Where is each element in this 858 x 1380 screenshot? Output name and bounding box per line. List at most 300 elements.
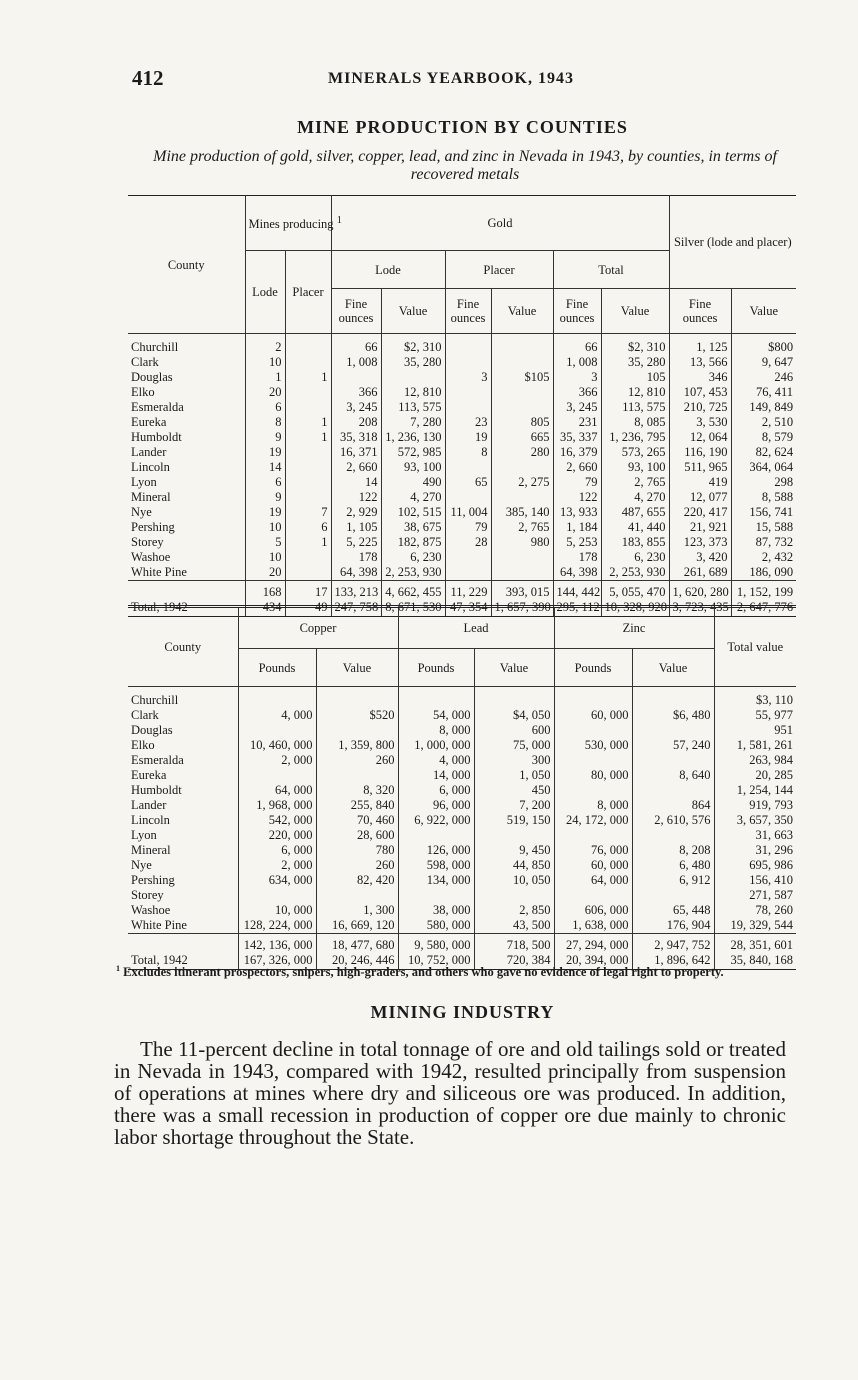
total-value-cell: 20, 394, 000 [554, 953, 632, 969]
total-value-cell: 1, 896, 642 [632, 953, 714, 969]
value-cell: 1, 125 [669, 334, 731, 356]
value-cell: 530, 000 [554, 738, 632, 753]
value-cell [381, 370, 445, 385]
fine-ounces-header: Fine ounces [445, 289, 491, 334]
total-value-cell: 18, 477, 680 [316, 934, 398, 954]
value-cell: 14 [245, 460, 285, 475]
pounds-header: Pounds [398, 649, 474, 687]
value-cell [491, 334, 553, 356]
county-name-cell: Clark [128, 355, 245, 370]
value-cell: 14 [331, 475, 381, 490]
table-row [128, 723, 796, 738]
value-cell: 11, 004 [445, 505, 491, 520]
value-cell: 19 [245, 445, 285, 460]
value-cell: 12, 077 [669, 490, 731, 505]
total-value-cell: 144, 442 [553, 581, 601, 601]
value-cell: 44, 850 [474, 858, 554, 873]
value-cell: 82, 420 [316, 873, 398, 888]
value-cell: 450 [474, 783, 554, 798]
value-cell: 107, 453 [669, 385, 731, 400]
value-cell: 20 [245, 385, 285, 400]
value-cell: 246 [774, 370, 794, 384]
value-cell: 511, 965 [669, 460, 731, 475]
table-row [128, 460, 796, 475]
gold-header: Gold [331, 196, 669, 251]
value-cell: 2, 253, 930 [601, 565, 669, 581]
value-cell: 366 [331, 385, 381, 400]
value-cell [285, 385, 331, 400]
value-cell: $2, 310 [601, 334, 669, 356]
value-cell: 28 [445, 535, 491, 550]
value-cell: 2, 765 [601, 475, 669, 490]
value-cell: 16, 669, 120 [316, 918, 398, 934]
value-cell: $4, 050 [474, 708, 554, 723]
table-row [128, 798, 796, 813]
value-cell [474, 888, 554, 903]
value-cell: 82, 624 [755, 445, 794, 459]
value-cell: 79 [553, 475, 601, 490]
footnote [116, 962, 786, 979]
value-cell: 8, 588 [761, 490, 794, 504]
total-value-cell: 1, 620, 280 [669, 581, 731, 601]
table-row [128, 370, 796, 385]
value-cell [474, 687, 554, 709]
value-cell [285, 565, 331, 581]
county-name-cell: Lander [128, 445, 245, 460]
value-cell: 1, 184 [553, 520, 601, 535]
value-cell: 600 [474, 723, 554, 738]
total-value-cell: 10, 752, 000 [398, 953, 474, 969]
value-cell: 6 [285, 520, 331, 535]
value-cell: 3 [553, 370, 601, 385]
value-cell: 3, 245 [553, 400, 601, 415]
value-cell: $105 [491, 370, 553, 385]
value-cell: 10 [245, 520, 285, 535]
value-cell: 7, 200 [474, 798, 554, 813]
value-cell: 2 [245, 334, 285, 356]
table-row [128, 385, 796, 400]
value-cell: 20 [245, 565, 285, 581]
pounds-header: Pounds [238, 649, 316, 687]
table-row [128, 334, 796, 356]
value-cell [285, 490, 331, 505]
county-name-cell: Esmeralda [128, 400, 245, 415]
total-value-header: Total value [727, 640, 784, 654]
value-cell: 43, 500 [474, 918, 554, 934]
county-header: County [128, 196, 245, 334]
value-cell: 75, 000 [474, 738, 554, 753]
value-cell: 12, 810 [381, 385, 445, 400]
value-cell: 28, 600 [316, 828, 398, 843]
value-cell: 156, 741 [749, 505, 794, 519]
value-cell: 93, 100 [381, 460, 445, 475]
value-cell: 70, 460 [316, 813, 398, 828]
value-cell [285, 550, 331, 565]
table-row [128, 768, 796, 783]
fine-ounces-header: Fine ounces [669, 289, 731, 334]
lead-header: Lead [398, 607, 554, 649]
value-cell [316, 888, 398, 903]
value-cell: 6, 230 [601, 550, 669, 565]
value-cell [632, 783, 714, 798]
value-cell: 66 [553, 334, 601, 356]
value-cell: 1, 008 [553, 355, 601, 370]
total-value-cell: 49 [285, 600, 331, 616]
value-cell: 15, 588 [755, 520, 794, 534]
value-cell: 183, 855 [601, 535, 669, 550]
value-cell: 76, 411 [756, 385, 794, 399]
value-cell: 573, 265 [601, 445, 669, 460]
value-cell: 1, 359, 800 [316, 738, 398, 753]
value-cell: 20, 285 [755, 768, 794, 782]
county-name-cell: Eureka [128, 415, 245, 430]
total-label-cell: Total, 1942 [128, 600, 245, 616]
total-value-cell: 3, 723, 435 [669, 600, 731, 616]
value-cell: 255, 840 [316, 798, 398, 813]
value-cell: 55, 977 [755, 708, 794, 722]
value-cell: 2, 000 [238, 753, 316, 768]
value-header: Value [749, 304, 779, 318]
value-header: Value [632, 649, 714, 687]
total-value-cell: 133, 213 [331, 581, 381, 601]
value-cell: 64, 398 [331, 565, 381, 581]
value-cell: 1 [285, 430, 331, 445]
total-value-cell: 434 [245, 600, 285, 616]
total-value-cell: 142, 136, 000 [238, 934, 316, 954]
table-row [128, 565, 796, 581]
value-cell: 186, 090 [749, 565, 794, 579]
value-cell: 572, 985 [381, 445, 445, 460]
value-cell: 113, 575 [601, 400, 669, 415]
footnote-text: Excludes itinerant prospectors, snipers, high-graders, and others who gave no evidence of legal right to property. [123, 965, 724, 980]
value-cell [285, 355, 331, 370]
value-cell: 1, 105 [331, 520, 381, 535]
value-cell: 38, 000 [398, 903, 474, 918]
value-cell: 366 [553, 385, 601, 400]
value-cell [554, 888, 632, 903]
table-row [128, 687, 796, 709]
value-cell [316, 687, 398, 709]
value-cell: 31, 296 [755, 843, 794, 857]
value-cell: 6 [245, 475, 285, 490]
value-cell: 123, 373 [669, 535, 731, 550]
value-cell [554, 828, 632, 843]
gold-silver-table [128, 195, 796, 617]
table-row [128, 490, 796, 505]
value-cell [316, 768, 398, 783]
value-cell: 14, 000 [398, 768, 474, 783]
value-cell: 105 [601, 370, 669, 385]
value-cell [554, 687, 632, 709]
value-cell: 980 [491, 535, 553, 550]
county-name-cell: Washoe [128, 550, 245, 565]
value-cell: 2, 850 [474, 903, 554, 918]
value-cell: 87, 732 [755, 535, 794, 549]
running-title: MINERALS YEARBOOK, 1943 [328, 70, 574, 87]
value-cell [285, 400, 331, 415]
total-value-cell: 11, 229 [445, 581, 491, 601]
section-heading-mining-industry: MINING INDUSTRY [370, 1002, 555, 1022]
value-cell: 1, 581, 261 [736, 738, 794, 752]
county-name-cell: Nye [128, 858, 238, 873]
table-row [128, 783, 796, 798]
table-row [128, 738, 796, 753]
value-cell: 6, 000 [238, 843, 316, 858]
county-name-cell: Storey [128, 888, 238, 903]
value-cell: 64, 000 [238, 783, 316, 798]
table-row [128, 550, 796, 565]
value-cell [331, 370, 381, 385]
pounds-header: Pounds [554, 649, 632, 687]
value-cell: 178 [331, 550, 381, 565]
value-cell [491, 565, 553, 581]
fine-ounces-header: Fine ounces [553, 289, 601, 334]
value-cell: 6, 912 [632, 873, 714, 888]
value-cell: 35, 280 [601, 355, 669, 370]
value-cell [445, 460, 491, 475]
value-cell: 7 [285, 505, 331, 520]
value-cell [398, 687, 474, 709]
value-cell: 31, 663 [755, 828, 794, 842]
value-cell: 134, 000 [398, 873, 474, 888]
mines-lode-header: Lode [245, 251, 285, 334]
value-cell: 64, 000 [554, 873, 632, 888]
value-cell: 6, 000 [398, 783, 474, 798]
county-name-cell: Storey [128, 535, 245, 550]
county-name-cell: Douglas [128, 370, 245, 385]
table-row [128, 873, 796, 888]
value-cell: 8, 000 [398, 723, 474, 738]
value-cell: 665 [491, 430, 553, 445]
table-row [128, 918, 796, 934]
value-cell: 263, 984 [749, 753, 794, 767]
value-cell: 6, 922, 000 [398, 813, 474, 828]
total-value-cell: 168 [245, 581, 285, 601]
value-cell [445, 490, 491, 505]
value-cell: 116, 190 [669, 445, 731, 460]
county-name-cell: Eureka [128, 768, 238, 783]
value-cell [445, 565, 491, 581]
county-name-cell: Lyon [128, 475, 245, 490]
value-cell: 24, 172, 000 [554, 813, 632, 828]
county-name-cell: Elko [128, 738, 238, 753]
value-cell: 8, 000 [554, 798, 632, 813]
value-cell: 128, 224, 000 [238, 918, 316, 934]
value-cell [285, 445, 331, 460]
value-cell: 13, 933 [553, 505, 601, 520]
value-cell [632, 888, 714, 903]
county-name-cell: Pershing [128, 520, 245, 535]
value-cell: 1, 236, 130 [381, 430, 445, 445]
county-header: County [128, 607, 238, 687]
value-cell: 364, 064 [749, 460, 794, 474]
value-cell [491, 355, 553, 370]
value-cell: 156, 410 [749, 873, 794, 887]
table-row [128, 813, 796, 828]
value-cell: 65, 448 [632, 903, 714, 918]
value-cell: 2, 432 [761, 550, 794, 564]
value-cell: 6, 230 [381, 550, 445, 565]
value-cell [474, 828, 554, 843]
value-cell: 102, 515 [381, 505, 445, 520]
value-cell: 113, 575 [381, 400, 445, 415]
value-cell: 35, 280 [381, 355, 445, 370]
body-paragraph: The 11-percent decline in total tonnage of ore and old tailings sold or treated in Nevada in 1943, compared with 1942, resulted principally from suspension of operations at mines where dry and siliceous ore was produced. In addition, there was a small recession in production of copper ore due mainly to chronic labor shortage throughout the State. [114, 1037, 786, 1149]
value-cell [632, 828, 714, 843]
value-cell: 57, 240 [632, 738, 714, 753]
value-cell: 2, 253, 930 [381, 565, 445, 581]
value-cell: $2, 310 [381, 334, 445, 356]
value-cell: 346 [669, 370, 731, 385]
value-cell: 8, 640 [632, 768, 714, 783]
table-row [128, 535, 796, 550]
value-cell [445, 400, 491, 415]
value-cell: 9, 450 [474, 843, 554, 858]
copper-header: Copper [238, 607, 398, 649]
value-cell [632, 687, 714, 709]
value-cell: 208 [331, 415, 381, 430]
value-cell: 3 [445, 370, 491, 385]
value-cell: 93, 100 [601, 460, 669, 475]
county-name-cell: Churchill [128, 687, 238, 709]
value-cell: 3, 530 [669, 415, 731, 430]
total-value-cell: 27, 294, 000 [554, 934, 632, 954]
total-value-cell: 35, 840, 168 [714, 953, 796, 969]
value-cell: 805 [491, 415, 553, 430]
value-cell [554, 723, 632, 738]
value-cell [554, 783, 632, 798]
total-value-cell: 4, 662, 455 [381, 581, 445, 601]
value-cell: 260 [316, 858, 398, 873]
value-cell: 41, 440 [601, 520, 669, 535]
value-cell [491, 460, 553, 475]
value-cell: 2, 929 [331, 505, 381, 520]
value-header: Value [316, 649, 398, 687]
county-name-cell: Douglas [128, 723, 238, 738]
value-cell [491, 490, 553, 505]
table-row [128, 415, 796, 430]
value-cell: 79 [445, 520, 491, 535]
value-cell: 9 [245, 490, 285, 505]
fine-ounces-header: Fine ounces [331, 289, 381, 334]
value-cell [491, 550, 553, 565]
value-cell [238, 723, 316, 738]
value-cell: 19, 329, 544 [730, 918, 794, 932]
value-cell: 261, 689 [669, 565, 731, 581]
value-cell: 1 [285, 415, 331, 430]
value-cell: 2, 275 [491, 475, 553, 490]
total-value-cell: 2, 647, 776 [731, 600, 796, 616]
total-value-cell: 17 [285, 581, 331, 601]
value-cell [491, 385, 553, 400]
county-name-cell: Churchill [128, 334, 245, 356]
total-value-cell: 8, 671, 530 [381, 600, 445, 616]
value-cell: 634, 000 [238, 873, 316, 888]
value-cell: 35, 318 [331, 430, 381, 445]
total-value-cell: 10, 328, 920 [601, 600, 669, 616]
value-cell: 8, 579 [761, 430, 794, 444]
gold-total-header: Total [553, 251, 669, 289]
county-name-cell: Esmeralda [128, 753, 238, 768]
total-value-cell: 1, 152, 199 [736, 585, 794, 599]
gold-lode-header: Lode [331, 251, 445, 289]
total-value-cell: 718, 500 [474, 934, 554, 954]
total-value-cell: 2, 947, 752 [632, 934, 714, 954]
page-number: 412 [132, 66, 164, 90]
value-cell: 38, 675 [381, 520, 445, 535]
value-cell: 490 [381, 475, 445, 490]
value-cell: 598, 000 [398, 858, 474, 873]
value-cell: 2, 610, 576 [632, 813, 714, 828]
value-cell: 300 [474, 753, 554, 768]
table-total-row [128, 934, 796, 954]
value-cell: 2, 660 [331, 460, 381, 475]
value-cell: 220, 417 [669, 505, 731, 520]
total-value-cell: 247, 758 [331, 600, 381, 616]
value-cell: 8, 208 [632, 843, 714, 858]
value-cell: 580, 000 [398, 918, 474, 934]
value-cell: 10 [245, 550, 285, 565]
value-cell: 9, 647 [761, 355, 794, 369]
value-cell: 122 [553, 490, 601, 505]
value-cell: 419 [669, 475, 731, 490]
value-cell: 8, 320 [316, 783, 398, 798]
value-cell [285, 475, 331, 490]
total-value-cell: 47, 354 [445, 600, 491, 616]
value-header: Value [381, 289, 445, 334]
value-cell: $3, 110 [755, 693, 794, 707]
value-cell: 5, 253 [553, 535, 601, 550]
county-name-cell: Lincoln [128, 813, 238, 828]
county-name-cell: Humboldt [128, 783, 238, 798]
value-cell: 4, 000 [238, 708, 316, 723]
table-row [128, 753, 796, 768]
value-cell: 122 [331, 490, 381, 505]
value-cell [491, 400, 553, 415]
table-row [128, 355, 796, 370]
value-cell: 2, 000 [238, 858, 316, 873]
total-value-cell: 9, 580, 000 [398, 934, 474, 954]
value-cell: 21, 921 [669, 520, 731, 535]
value-cell [316, 723, 398, 738]
total-value-cell: 720, 384 [474, 953, 554, 969]
footnote-mark: 1 [116, 964, 120, 973]
value-cell: 4, 270 [381, 490, 445, 505]
value-cell: 1, 236, 795 [601, 430, 669, 445]
value-cell: 5, 225 [331, 535, 381, 550]
value-cell [238, 888, 316, 903]
total-value-cell: 167, 326, 000 [238, 953, 316, 969]
county-name-cell: Lander [128, 798, 238, 813]
value-cell [238, 768, 316, 783]
table-row [128, 708, 796, 723]
value-cell: $800 [768, 340, 794, 354]
total-value-cell: 295, 112 [553, 600, 601, 616]
value-header: Value [474, 649, 554, 687]
value-cell: 80, 000 [554, 768, 632, 783]
total-value-cell: 393, 015 [491, 581, 553, 601]
value-cell: 951 [774, 723, 794, 737]
value-cell: 260 [316, 753, 398, 768]
value-cell: 5 [245, 535, 285, 550]
value-cell: 210, 725 [669, 400, 731, 415]
value-cell [632, 723, 714, 738]
table-row [128, 903, 796, 918]
value-cell: 864 [632, 798, 714, 813]
value-cell: 10, 050 [474, 873, 554, 888]
value-cell: 60, 000 [554, 708, 632, 723]
value-cell: 3, 245 [331, 400, 381, 415]
